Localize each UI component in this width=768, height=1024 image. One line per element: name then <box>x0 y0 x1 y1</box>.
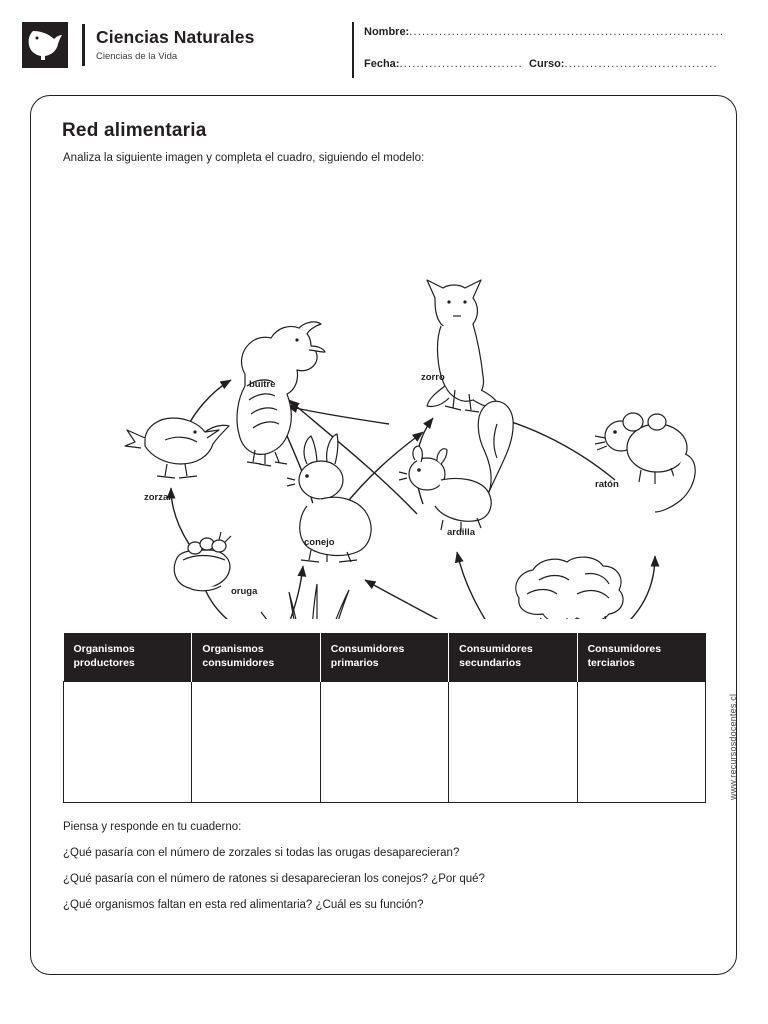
table-cell-primarios[interactable] <box>320 682 448 803</box>
brand-subtitle: Ciencias de la Vida <box>96 50 178 62</box>
table-header-productores: Organismos productores <box>64 633 192 682</box>
table-header-secundarios: Consumidores secundarios <box>449 633 577 682</box>
question-2: ¿Qué pasaría con el número de ratones si desaparecieran los conejos? ¿Por qué? <box>63 873 485 885</box>
worksheet-card <box>30 95 737 975</box>
table-cell-secundarios[interactable] <box>449 682 577 803</box>
question-3: ¿Qué organismos faltan en esta red alimentaria? ¿Cuál es su función? <box>63 899 424 911</box>
fecha-curso-field-row <box>364 58 718 70</box>
table-cell-productores[interactable] <box>64 682 192 803</box>
nombre-label: Nombre: <box>364 26 410 38</box>
bird-logo-icon <box>22 22 68 68</box>
questions-intro: Piensa y responde en tu cuaderno: <box>63 821 242 833</box>
label-raton: ratón <box>595 479 619 490</box>
table-header-consumidores: Organismos consumidores <box>192 633 320 682</box>
question-1: ¿Qué pasaría con el número de zorzales si todas las orugas desaparecieran? <box>63 847 460 859</box>
brand-title: Ciencias Naturales <box>96 26 255 47</box>
label-buitre: buitre <box>249 379 276 390</box>
table-header-primarios: Consumidores primarios <box>320 633 448 682</box>
instruction-text: Analiza la siguiente imagen y completa el cuadro, siguiendo el modelo: <box>63 152 425 164</box>
food-web-diagram <box>49 174 719 619</box>
label-oruga: oruga <box>231 586 258 597</box>
site-credit: www.recursosdocentes.cl <box>728 693 738 800</box>
nombre-input-line[interactable]: .......................................................................... <box>409 26 725 38</box>
table-cell-terciarios[interactable] <box>577 682 705 803</box>
nombre-field-row <box>364 26 724 38</box>
classification-table <box>63 633 706 803</box>
questions-section <box>63 821 663 925</box>
curso-label: Curso: <box>529 58 565 70</box>
page-header <box>0 0 768 92</box>
fecha-label: Fecha: <box>364 58 400 70</box>
label-conejo: conejo <box>304 537 335 548</box>
label-ardilla: ardilla <box>447 527 475 538</box>
fecha-input-line[interactable]: ............................. <box>399 58 523 70</box>
curso-input-line[interactable]: .................................... <box>564 58 718 70</box>
student-fields <box>352 20 744 80</box>
table-header-row <box>64 633 706 682</box>
brand-divider <box>82 24 85 66</box>
page-title: Red alimentaria <box>62 120 207 141</box>
table-row <box>64 682 706 803</box>
brand <box>22 22 254 68</box>
label-zorzal: zorzal <box>144 492 171 503</box>
table-header-terciarios: Consumidores terciarios <box>577 633 705 682</box>
label-zorro: zorro <box>421 372 445 383</box>
table-cell-consumidores[interactable] <box>192 682 320 803</box>
field-divider <box>352 22 354 78</box>
